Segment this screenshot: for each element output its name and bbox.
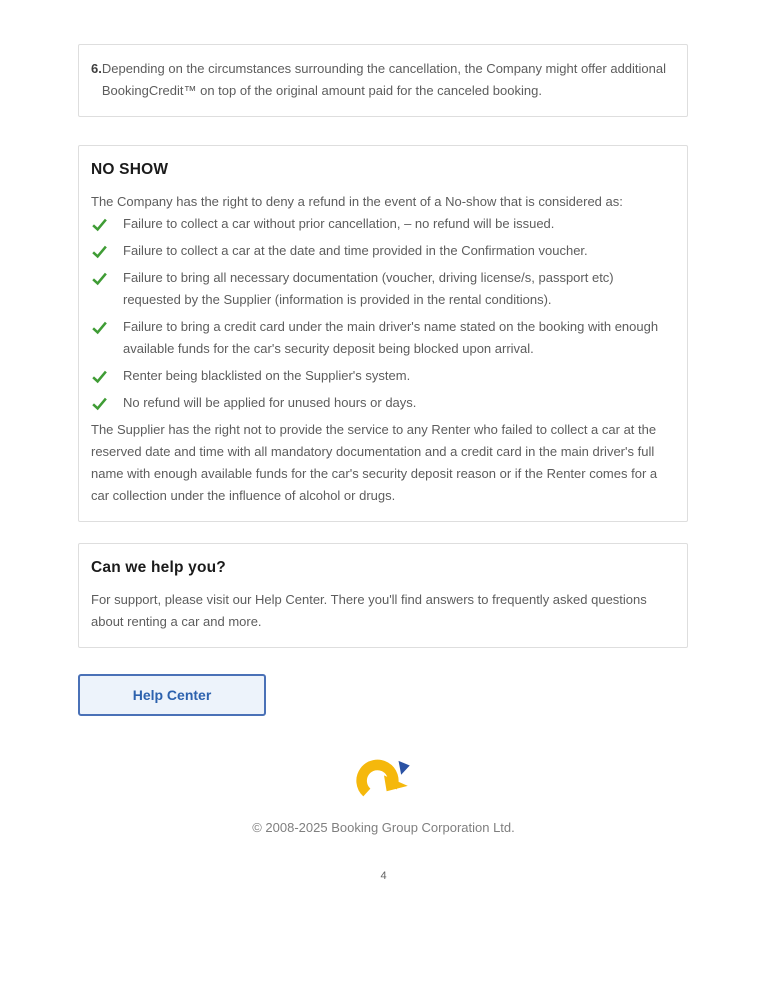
help-title: Can we help you? xyxy=(91,559,226,576)
no-show-list xyxy=(91,213,673,414)
cancellation-clause-card xyxy=(78,44,688,117)
clause-text: Depending on the circumstances surrounding the cancellation, the Company might offer additional BookingCredit™ on top of the original amount paid for the canceled booking. xyxy=(101,61,666,98)
no-show-outro: The Supplier has the right not to provide the service to any Renter who failed to collect a car at the reserved date and time with all mandatory documentation and a credit card in the main driver's full name with enough available funds for the car's security deposit reason or if the Renter comes for a car collection under the influence of alcohol or drugs. xyxy=(91,422,658,503)
bullet-text: Failure to bring a credit card under the main driver's name stated on the booking with enough available funds for the car's security deposit being blocked upon arrival. xyxy=(123,319,659,356)
clause-number: 6. xyxy=(91,61,102,76)
check-icon xyxy=(91,392,123,414)
booking-group-logo xyxy=(0,758,767,798)
logo-icon xyxy=(351,758,417,798)
check-icon xyxy=(91,267,123,311)
help-center-button[interactable]: Help Center xyxy=(78,674,266,716)
bullet-text: No refund will be applied for unused hours or days. xyxy=(123,395,417,410)
no-show-title: NO SHOW xyxy=(91,161,169,178)
no-show-bullet xyxy=(91,365,673,387)
no-show-intro: The Company has the right to deny a refund in the event of a No-show that is considered as: xyxy=(91,194,623,209)
page-number: 4 xyxy=(380,870,387,882)
no-show-bullet xyxy=(91,267,673,311)
check-icon xyxy=(91,365,123,387)
help-text: For support, please visit our Help Center. There you'll find answers to frequently asked questions about renting a car and more. xyxy=(91,592,647,629)
bullet-text: Failure to collect a car without prior cancellation, – no refund will be issued. xyxy=(123,216,555,231)
no-show-bullet xyxy=(91,240,673,262)
copyright-text: © 2008-2025 Booking Group Corporation Ltd. xyxy=(252,820,515,835)
no-show-bullet xyxy=(91,213,673,235)
no-show-card xyxy=(78,145,688,522)
help-card xyxy=(78,543,688,648)
no-show-bullet xyxy=(91,392,673,414)
bullet-text: Failure to collect a car at the date and time provided in the Confirmation voucher. xyxy=(123,243,588,258)
clause-row xyxy=(91,58,673,102)
check-icon xyxy=(91,240,123,262)
bullet-text: Failure to bring all necessary documentation (voucher, driving license/s, passport etc) requested by the Supplier (information is provided in the rental conditions). xyxy=(123,270,614,307)
no-show-bullet xyxy=(91,316,673,360)
check-icon xyxy=(91,316,123,360)
bullet-text: Renter being blacklisted on the Supplier's system. xyxy=(123,368,411,383)
check-icon xyxy=(91,213,123,235)
